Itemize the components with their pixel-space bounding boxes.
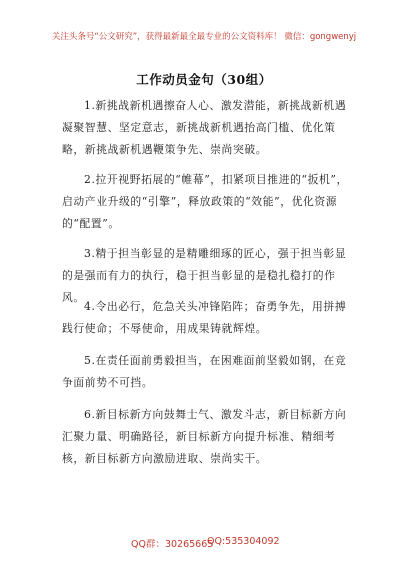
paragraph-2: 2.拉开视野拓展的“帷幕”，扣紧项目推进的“扳机”，启动产业升级的“引擎”，释放政策的“效能”，优化资源的“配置”。 (62, 173, 348, 230)
paragraph-5: 5.在责任面前勇毅担当，在困难面前坚毅如钢，在竞争面前势不可挡。 (62, 354, 347, 389)
paragraph-3: 3.精于担当彰显的是精雕细琢的匠心，强于担当彰显的是强而有力的执行，稳于担当彰显的是稳扎稳打的作风。 (62, 247, 347, 304)
document-title: 工作动员金句（30组） (136, 72, 272, 87)
paragraph-6: 6.新目标新方向鼓舞士气、激发斗志，新目标新方向汇聚力量、明确路径，新目标新方向提升标准、精细考核，新目标新方向激励进取、崇尚实干。 (62, 408, 347, 465)
header-note: 关注头条号“公文研究”，获得最新最全最专业的公文资料库！ 微信：gongwenyj (51, 32, 357, 42)
paragraph-1: 1.新挑战新机遇擦奋人心、激发潜能，新挑战新机遇凝聚智慧、坚定意志，新挑战新机遇抬高门槛、优化策略，新挑战新机遇鞭策争先、崇尚突破。 (62, 99, 347, 156)
footer-qq-number: QQ:535304092 (207, 536, 280, 547)
paragraph-4: 4.令出必行，危急关头冲锋陷阵；奋勇争先，用拼搏践行使命；不辱使命，用成果铸就辉煌。 (62, 300, 347, 335)
footer-qq-group: QQ群：30265665 (131, 539, 214, 550)
